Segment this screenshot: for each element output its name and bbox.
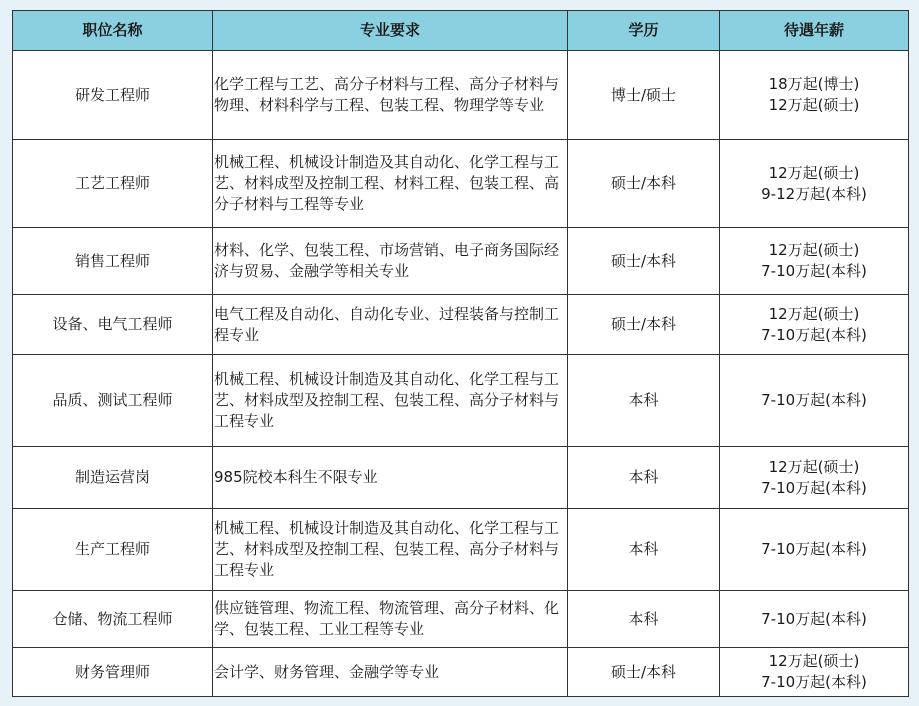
position-cell: 工艺工程师 — [13, 140, 213, 228]
education-cell: 硕士/本科 — [568, 295, 720, 355]
requirement-cell: 供应链管理、物流工程、物流管理、高分子材料、化学、包装工程、工业工程等专业 — [213, 591, 568, 648]
position-cell: 研发工程师 — [13, 51, 213, 140]
education-cell: 本科 — [568, 355, 720, 447]
requirement-cell: 会计学、财务管理、金融学等专业 — [213, 648, 568, 697]
salary-line: 7-10万起(本科) — [761, 540, 867, 558]
salary-line: 7-10万起(本科) — [761, 325, 867, 344]
header-position: 职位名称 — [13, 11, 213, 51]
salary-line: 7-10万起(本科) — [761, 673, 867, 691]
salary-line: 9-12万起(本科) — [761, 184, 867, 203]
salary-cell — [720, 295, 909, 355]
education-cell: 本科 — [568, 509, 720, 591]
table-row — [13, 591, 909, 648]
table-row — [13, 648, 909, 697]
salary-line: 7-10万起(本科) — [761, 391, 867, 409]
requirement-cell: 机械工程、机械设计制造及其自动化、化学工程与工艺、材料成型及控制工程、材料工程、包装工程、高分子材料与工程等专业 — [213, 140, 568, 228]
salary-line: 7-10万起(本科) — [761, 609, 867, 628]
table-row — [13, 51, 909, 140]
requirement-cell: 机械工程、机械设计制造及其自动化、化学工程与工艺、材料成型及控制工程、包装工程、高分子材料与工程专业 — [213, 509, 568, 591]
table-row — [13, 509, 909, 591]
education-cell: 博士/硕士 — [568, 51, 720, 140]
salary-line: 7-10万起(本科) — [761, 478, 867, 497]
education-cell: 本科 — [568, 591, 720, 648]
salary-line: 12万起(硕士) — [768, 304, 860, 323]
education-cell: 硕士/本科 — [568, 228, 720, 295]
salary-line: 12万起(硕士) — [768, 457, 860, 476]
requirement-cell: 电气工程及自动化、自动化专业、过程装备与控制工程专业 — [213, 295, 568, 355]
requirement-cell: 化学工程与工艺、高分子材料与工程、高分子材料与物理、材料科学与工程、包装工程、物理学等专业 — [213, 51, 568, 140]
job-table-container — [12, 10, 908, 698]
header-education: 学历 — [568, 11, 720, 51]
position-cell: 财务管理师 — [13, 648, 213, 697]
salary-cell — [720, 355, 909, 447]
salary-cell — [720, 447, 909, 509]
table-row — [13, 355, 909, 447]
salary-line: 7-10万起(本科) — [761, 262, 867, 280]
salary-line: 12万起(硕士) — [768, 96, 860, 114]
table-row — [13, 140, 909, 228]
position-cell: 销售工程师 — [13, 228, 213, 295]
position-cell: 制造运营岗 — [13, 447, 213, 509]
salary-line: 18万起(博士) — [768, 75, 860, 93]
header-row — [13, 11, 909, 51]
position-cell: 仓储、物流工程师 — [13, 591, 213, 648]
education-cell: 本科 — [568, 447, 720, 509]
salary-cell — [720, 140, 909, 228]
position-cell: 品质、测试工程师 — [13, 355, 213, 447]
salary-cell — [720, 591, 909, 648]
education-cell: 硕士/本科 — [568, 140, 720, 228]
table-row — [13, 228, 909, 295]
salary-cell — [720, 228, 909, 295]
requirement-cell: 机械工程、机械设计制造及其自动化、化学工程与工艺、材料成型及控制工程、包装工程、高分子材料与工程专业 — [213, 355, 568, 447]
salary-line: 12万起(硕士) — [768, 241, 860, 259]
salary-cell — [720, 51, 909, 140]
salary-line: 12万起(硕士) — [768, 163, 860, 182]
salary-cell — [720, 648, 909, 697]
position-cell: 生产工程师 — [13, 509, 213, 591]
requirement-cell: 材料、化学、包装工程、市场营销、电子商务国际经济与贸易、金融学等相关专业 — [213, 228, 568, 295]
salary-line: 12万起(硕士) — [768, 652, 860, 670]
requirement-cell: 985院校本科生不限专业 — [213, 447, 568, 509]
position-cell: 设备、电气工程师 — [13, 295, 213, 355]
salary-cell — [720, 509, 909, 591]
table-row — [13, 295, 909, 355]
table-row — [13, 447, 909, 509]
header-salary: 待遇年薪 — [720, 11, 909, 51]
education-cell: 硕士/本科 — [568, 648, 720, 697]
job-table — [12, 10, 909, 697]
header-requirement: 专业要求 — [213, 11, 568, 51]
